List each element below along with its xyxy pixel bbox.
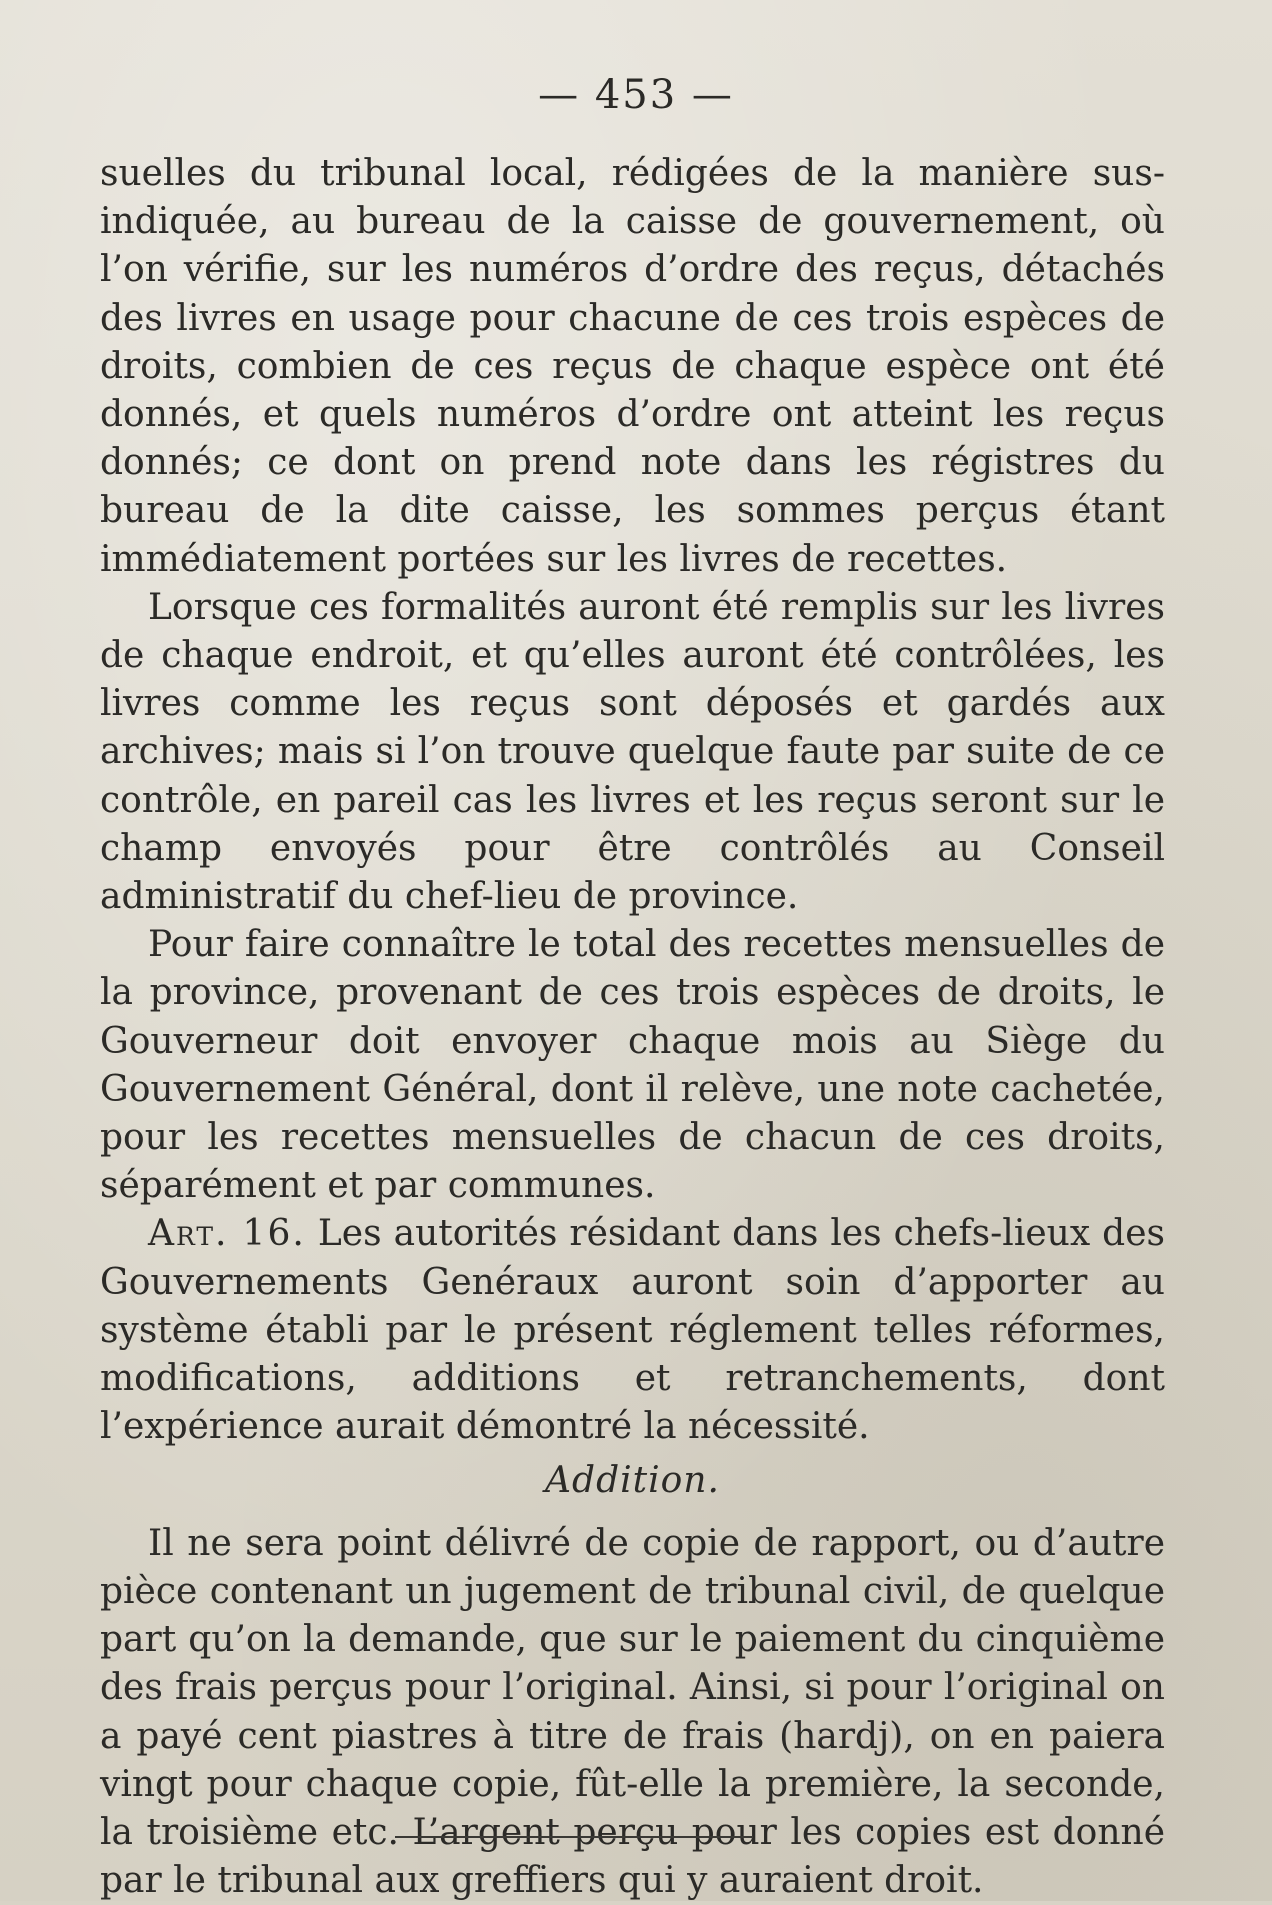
paragraph-addition: Il ne sera point délivré de copie de rapport, ou d’autre pièce contenant un jugement de tribunal civil, de quelque part qu’on la demande, que sur le paiement du cinquième des frais perçus pour l’original. Ainsi, si pour l’original on a payé cent piastres à titre de frais (hardj), on en paiera vingt pour chaque copie, fût-elle la première, la seconde, la troisième etc. L’argent perçu pour les copies est donné par le tribunal aux greffiers qui y auraient droit.	[100, 1522, 1165, 1902]
paragraph-continuation: suelles du tribunal local, rédigées de la manière sus-indiquée, au bureau de la caisse de gouvernement, où l’on vérifie, sur les numéros d’ordre des reçus, détachés des livres en usage pour chacune de ces trois espèces de droits, combien de ces reçus de chaque espèce ont été donnés, et quels numéros d’ordre ont atteint les reçus donnés; ce dont on prend note dans les régistres du bureau de la dite caisse, les sommes perçus étant immédiatement portées sur les livres de recettes.	[100, 153, 1165, 580]
addition-heading: Addition.	[545, 1460, 720, 1502]
page-number: — 453 —	[538, 72, 734, 118]
article-text: Les autorités résidant dans les chefs-lieux des Gouvernements Genéraux auront soin d’apporter au système établi par le présent réglement telles réformes, modifications, additions et retranchements, dont l’expérience aurait démontré la nécessité.	[100, 1213, 1165, 1448]
end-rule	[395, 1836, 753, 1838]
paragraph-formalities: Lorsque ces formalités auront été remplis sur les livres de chaque endroit, et qu’elles auront été contrôlées, les livres comme les reçus sont déposés et gardés aux archives; mais si l’on trouve quelque faute par suite de ce contrôle, en pareil cas les livres et les reçus seront sur le champ envoyés pour être contrôlés au Conseil administratif du chef-lieu de province.	[100, 586, 1165, 918]
page-body	[100, 150, 1165, 1905]
article-label: Art. 16.	[148, 1213, 306, 1255]
paragraph-monthly-receipts: Pour faire connaître le total des recettes mensuelles de la province, provenant de ces trois espèces de droits, le Gouverneur doit envoyer chaque mois au Siège du Gouvernement Général, dont il relève, une note cachetée, pour les recettes mensuelles de chacun de ces droits, séparément et par communes.	[100, 924, 1165, 1207]
article-16	[100, 1210, 1165, 1451]
